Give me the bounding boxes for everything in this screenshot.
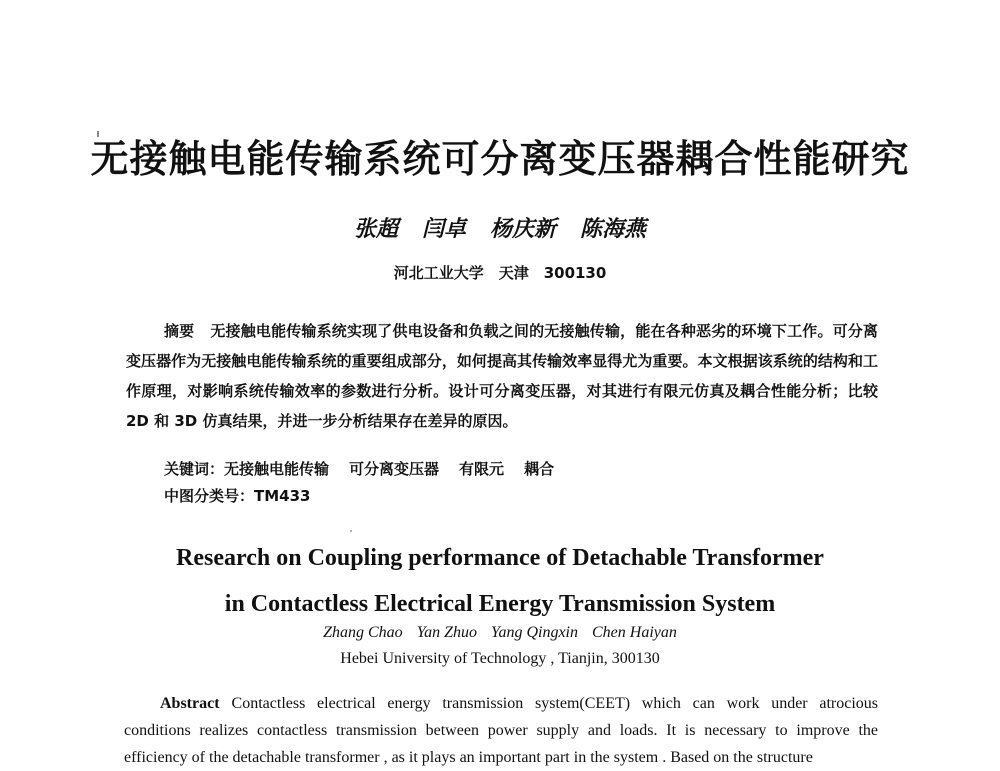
classification-label: 中图分类号：: [164, 487, 255, 505]
author-cn-4: 陈海燕: [580, 216, 647, 242]
author-cn-3: 杨庆新: [490, 216, 557, 242]
chinese-affiliation: 河北工业大学 天津 300130: [393, 264, 607, 282]
keywords-label: 关键词：: [164, 460, 225, 478]
chinese-authors: [0, 212, 1000, 243]
english-abstract-label: Abstract: [160, 695, 220, 712]
english-affiliation: Hebei University of Technology , Tianjin, 300130: [340, 650, 660, 667]
chinese-title: 无接触电能传输系统可分离变压器耦合性能研究: [90, 137, 910, 181]
english-abstract: [124, 690, 878, 771]
author-cn-2: 闫卓: [421, 216, 466, 242]
author-en-1: Zhang Chao: [323, 624, 403, 641]
keyword-3: 有限元: [459, 460, 505, 478]
author-en-3: Yang Qingxin: [491, 624, 578, 641]
english-authors: [0, 624, 1000, 642]
classification-code: TM433: [254, 487, 311, 505]
chinese-abstract: [126, 316, 878, 436]
chinese-keywords: [164, 458, 574, 479]
author-en-4: Chen Haiyan: [592, 624, 677, 641]
keyword-4: 耦合: [524, 460, 555, 478]
keyword-1: 无接触电能传输: [224, 460, 330, 478]
classification: [164, 485, 311, 506]
chinese-abstract-text: 无接触电能传输系统实现了供电设备和负载之间的无接触传输，能在各种恶劣的环境下工作。可分离变压器作为无接触电能传输系统的重要组成部分，如何提高其传输效率显得尤为重要。本文根据该系统的结构和工作原理，对影响系统传输效率的参数进行分析。设计可分离变压器，对其进行有限元仿真及耦合性能分析；比较 2D 和 3D 仿真结果，并进一步分析结果存在差异的原因。: [126, 322, 878, 430]
keyword-2: 可分离变压器: [349, 460, 440, 478]
scan-dot: [350, 530, 352, 532]
english-title-line-1: Research on Coupling performance of Detachable Transformer: [176, 545, 824, 571]
english-abstract-text: Contactless electrical energy transmission system(CEET) which can work under atrocious conditions realizes contactless transmission between power supply and loads. It is necessary to improve the efficiency of the detachable transformer , as it plays an important part in the system . Based on the structure: [124, 695, 878, 766]
chinese-abstract-label: 摘要: [164, 322, 195, 340]
english-title-line-2: in Contactless Electrical Energy Transmission System: [224, 591, 776, 617]
author-en-2: Yan Zhuo: [416, 624, 478, 641]
author-cn-1: 张超: [353, 216, 398, 242]
